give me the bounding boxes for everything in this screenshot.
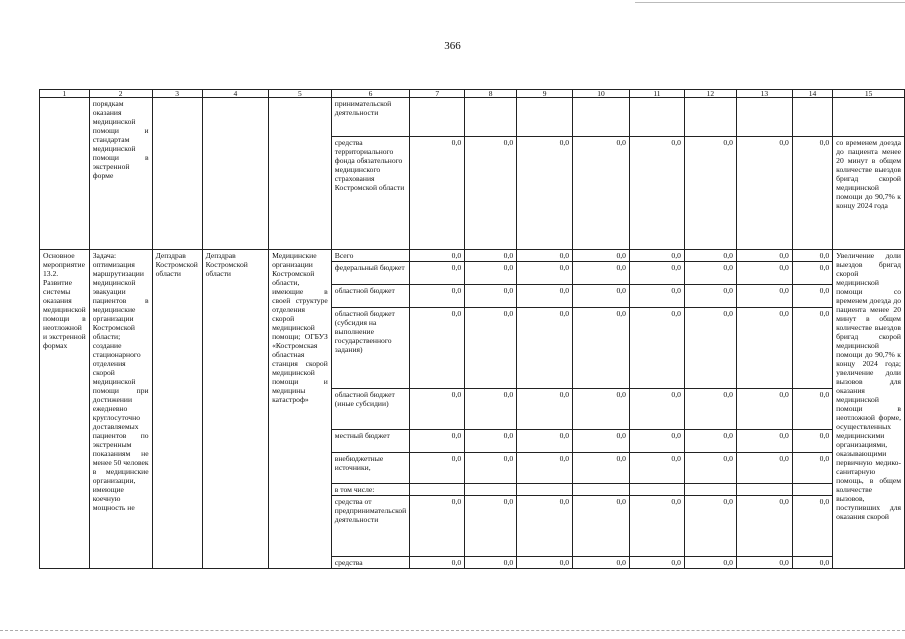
value-cell: 0,0 bbox=[792, 250, 832, 262]
value-cell: 0,0 bbox=[410, 285, 465, 308]
value-cell: 0,0 bbox=[629, 137, 684, 250]
header-col-13: 13 bbox=[736, 90, 792, 98]
funding-source: средства от предпринимательской деятельности bbox=[331, 496, 409, 557]
value-cell bbox=[792, 484, 832, 496]
value-cell: 0,0 bbox=[573, 430, 630, 453]
value-cell: 0,0 bbox=[410, 453, 465, 484]
page-number: 366 bbox=[444, 40, 461, 52]
value-cell: 0,0 bbox=[517, 308, 573, 389]
value-cell: 0,0 bbox=[573, 557, 630, 569]
value-cell: 0,0 bbox=[517, 285, 573, 308]
value-cell: 0,0 bbox=[629, 453, 684, 484]
funding-source: местный бюджет bbox=[331, 430, 409, 453]
header-col-12: 12 bbox=[684, 90, 736, 98]
value-cell: 0,0 bbox=[410, 250, 465, 262]
value-cell: 0,0 bbox=[629, 430, 684, 453]
value-cell bbox=[410, 98, 465, 137]
activity-name-cell: Основное мероприятие 13.2. Развитие системы оказания медицинской помощи в неотложной и экстренной формах bbox=[40, 250, 90, 569]
value-cell: 0,0 bbox=[410, 557, 465, 569]
value-cell: 0,0 bbox=[517, 262, 573, 285]
value-cell: 0,0 bbox=[573, 250, 630, 262]
header-row bbox=[40, 90, 905, 98]
header-col-5: 5 bbox=[269, 90, 332, 98]
value-cell: 0,0 bbox=[629, 496, 684, 557]
value-cell: 0,0 bbox=[792, 557, 832, 569]
value-cell: 0,0 bbox=[684, 496, 736, 557]
coexecutor-cell bbox=[202, 98, 269, 250]
value-cell: 0,0 bbox=[465, 557, 517, 569]
value-cell bbox=[465, 484, 517, 496]
value-cell: 0,0 bbox=[465, 453, 517, 484]
header-col-1: 1 bbox=[40, 90, 90, 98]
header-col-2: 2 bbox=[89, 90, 152, 98]
task-cell: Задача: оптимизация маршрутизации медицинской эвакуации пациентов в медицинские организации Костромской области; создание стационарного отделения скорой медицинской помощи при достижении ежедневно круглосуточно доставляемых пациентов по экстренным показаниям не менее 50 человек в медицинские организации, имеющие коечную мощность не bbox=[89, 250, 152, 569]
value-cell: 0,0 bbox=[410, 137, 465, 250]
value-cell: 0,0 bbox=[410, 308, 465, 389]
value-cell bbox=[410, 484, 465, 496]
value-cell: 0,0 bbox=[465, 137, 517, 250]
value-cell: 0,0 bbox=[629, 557, 684, 569]
value-cell: 0,0 bbox=[517, 557, 573, 569]
funding-source: областной бюджет (иные субсидии) bbox=[331, 389, 409, 430]
value-cell: 0,0 bbox=[736, 285, 792, 308]
value-cell bbox=[792, 98, 832, 137]
header-col-3: 3 bbox=[152, 90, 202, 98]
value-cell: 0,0 bbox=[684, 430, 736, 453]
value-cell bbox=[736, 98, 792, 137]
value-cell: 0,0 bbox=[465, 496, 517, 557]
value-cell: 0,0 bbox=[573, 262, 630, 285]
value-cell: 0,0 bbox=[517, 389, 573, 430]
value-cell: 0,0 bbox=[792, 389, 832, 430]
value-cell bbox=[517, 484, 573, 496]
value-cell: 0,0 bbox=[792, 137, 832, 250]
value-cell: 0,0 bbox=[517, 250, 573, 262]
value-cell: 0,0 bbox=[629, 250, 684, 262]
funding-source: принимательской деятельности bbox=[331, 98, 409, 137]
value-cell: 0,0 bbox=[517, 137, 573, 250]
value-cell: 0,0 bbox=[684, 308, 736, 389]
value-cell: 0,0 bbox=[629, 308, 684, 389]
value-cell: 0,0 bbox=[629, 389, 684, 430]
value-cell: 0,0 bbox=[573, 308, 630, 389]
value-cell bbox=[573, 484, 630, 496]
value-cell: 0,0 bbox=[517, 453, 573, 484]
table-body bbox=[40, 90, 905, 569]
program-table bbox=[39, 89, 905, 569]
value-cell: 0,0 bbox=[410, 496, 465, 557]
value-cell bbox=[736, 484, 792, 496]
header-col-11: 11 bbox=[629, 90, 684, 98]
participants-cell: Медицинские организации Костромской области, имеющие в своей структуре отделения скорой медицинской помощи; ОГБУЗ «Костромская областная станция скорой медицинской помощи и медицины катастроф» bbox=[269, 250, 332, 569]
executor-cell: Депздрав Костромской области bbox=[152, 250, 202, 569]
header-col-10: 10 bbox=[573, 90, 630, 98]
value-cell: 0,0 bbox=[465, 430, 517, 453]
value-cell: 0,0 bbox=[792, 453, 832, 484]
header-col-9: 9 bbox=[517, 90, 573, 98]
funding-source: областной бюджет bbox=[331, 285, 409, 308]
funding-source: федеральный бюджет bbox=[331, 262, 409, 285]
result-cell: со временем доезда до пациента менее 20 минут в общем количестве выездов бригад скорой медицинской помощи до 90,7% к концу 2024 года bbox=[833, 137, 905, 250]
funding-source: средства территориального фонда обязательного медицинского страхования Костромской области bbox=[331, 137, 409, 250]
value-cell: 0,0 bbox=[517, 496, 573, 557]
header-col-4: 4 bbox=[202, 90, 269, 98]
value-cell: 0,0 bbox=[736, 557, 792, 569]
value-cell bbox=[684, 98, 736, 137]
value-cell: 0,0 bbox=[736, 262, 792, 285]
value-cell: 0,0 bbox=[465, 389, 517, 430]
value-cell: 0,0 bbox=[684, 557, 736, 569]
value-cell bbox=[684, 484, 736, 496]
value-cell: 0,0 bbox=[792, 285, 832, 308]
value-cell: 0,0 bbox=[629, 262, 684, 285]
col1-cell bbox=[40, 98, 90, 250]
table-row bbox=[40, 250, 905, 262]
value-cell: 0,0 bbox=[410, 430, 465, 453]
value-cell bbox=[465, 98, 517, 137]
value-cell bbox=[573, 98, 630, 137]
value-cell: 0,0 bbox=[465, 308, 517, 389]
result-cell-empty bbox=[833, 98, 905, 137]
value-cell: 0,0 bbox=[736, 389, 792, 430]
value-cell: 0,0 bbox=[736, 430, 792, 453]
value-cell: 0,0 bbox=[410, 262, 465, 285]
value-cell: 0,0 bbox=[573, 285, 630, 308]
header-col-8: 8 bbox=[465, 90, 517, 98]
value-cell: 0,0 bbox=[573, 453, 630, 484]
executor-cell bbox=[152, 98, 202, 250]
participants-cell bbox=[269, 98, 332, 250]
value-cell: 0,0 bbox=[736, 137, 792, 250]
header-col-15: 15 bbox=[833, 90, 905, 98]
value-cell: 0,0 bbox=[792, 430, 832, 453]
value-cell: 0,0 bbox=[629, 285, 684, 308]
value-cell: 0,0 bbox=[517, 430, 573, 453]
value-cell: 0,0 bbox=[465, 285, 517, 308]
header-col-14: 14 bbox=[792, 90, 832, 98]
value-cell: 0,0 bbox=[736, 250, 792, 262]
header-col-7: 7 bbox=[410, 90, 465, 98]
funding-source: средства bbox=[331, 557, 409, 569]
value-cell: 0,0 bbox=[573, 389, 630, 430]
result-cell: Увеличение доли выездов бригад скорой медицинской помощи со временем доезда до пациента менее 20 минут в общем количестве выездов бригад скорой медицинской помощи до 90,7% к концу 2024 года; увеличение доли вызовов для оказания медицинской помощи в неотложной форме, осуществленных медицинскими организациями, оказывающими первичную медико-санитарную помощь, в общем количестве вызовов, поступивших для оказания скорой bbox=[833, 250, 905, 569]
funding-source: областной бюджет (субсидия на выполнение государственного задания) bbox=[331, 308, 409, 389]
value-cell: 0,0 bbox=[465, 250, 517, 262]
value-cell: 0,0 bbox=[410, 389, 465, 430]
funding-source: в том числе: bbox=[331, 484, 409, 496]
value-cell: 0,0 bbox=[792, 308, 832, 389]
coexecutor-cell: Депздрав Костромской области bbox=[202, 250, 269, 569]
funding-source: внебюджетные источники, bbox=[331, 453, 409, 484]
value-cell bbox=[629, 484, 684, 496]
value-cell: 0,0 bbox=[736, 496, 792, 557]
value-cell: 0,0 bbox=[736, 453, 792, 484]
bottom-scan-rule bbox=[0, 630, 905, 631]
value-cell: 0,0 bbox=[792, 262, 832, 285]
top-scan-rule bbox=[635, 2, 905, 3]
value-cell: 0,0 bbox=[684, 262, 736, 285]
value-cell: 0,0 bbox=[684, 137, 736, 250]
value-cell: 0,0 bbox=[465, 262, 517, 285]
value-cell: 0,0 bbox=[792, 496, 832, 557]
value-cell: 0,0 bbox=[684, 285, 736, 308]
table-row bbox=[40, 98, 905, 137]
task-cell: порядкам оказания медицинской помощи и стандартам медицинской помощи в экстренной форме bbox=[89, 98, 152, 250]
value-cell bbox=[517, 98, 573, 137]
value-cell bbox=[629, 98, 684, 137]
funding-source: Всего bbox=[331, 250, 409, 262]
value-cell: 0,0 bbox=[573, 496, 630, 557]
value-cell: 0,0 bbox=[736, 308, 792, 389]
value-cell: 0,0 bbox=[684, 389, 736, 430]
value-cell: 0,0 bbox=[684, 250, 736, 262]
header-col-6: 6 bbox=[331, 90, 409, 98]
value-cell: 0,0 bbox=[684, 453, 736, 484]
value-cell: 0,0 bbox=[573, 137, 630, 250]
